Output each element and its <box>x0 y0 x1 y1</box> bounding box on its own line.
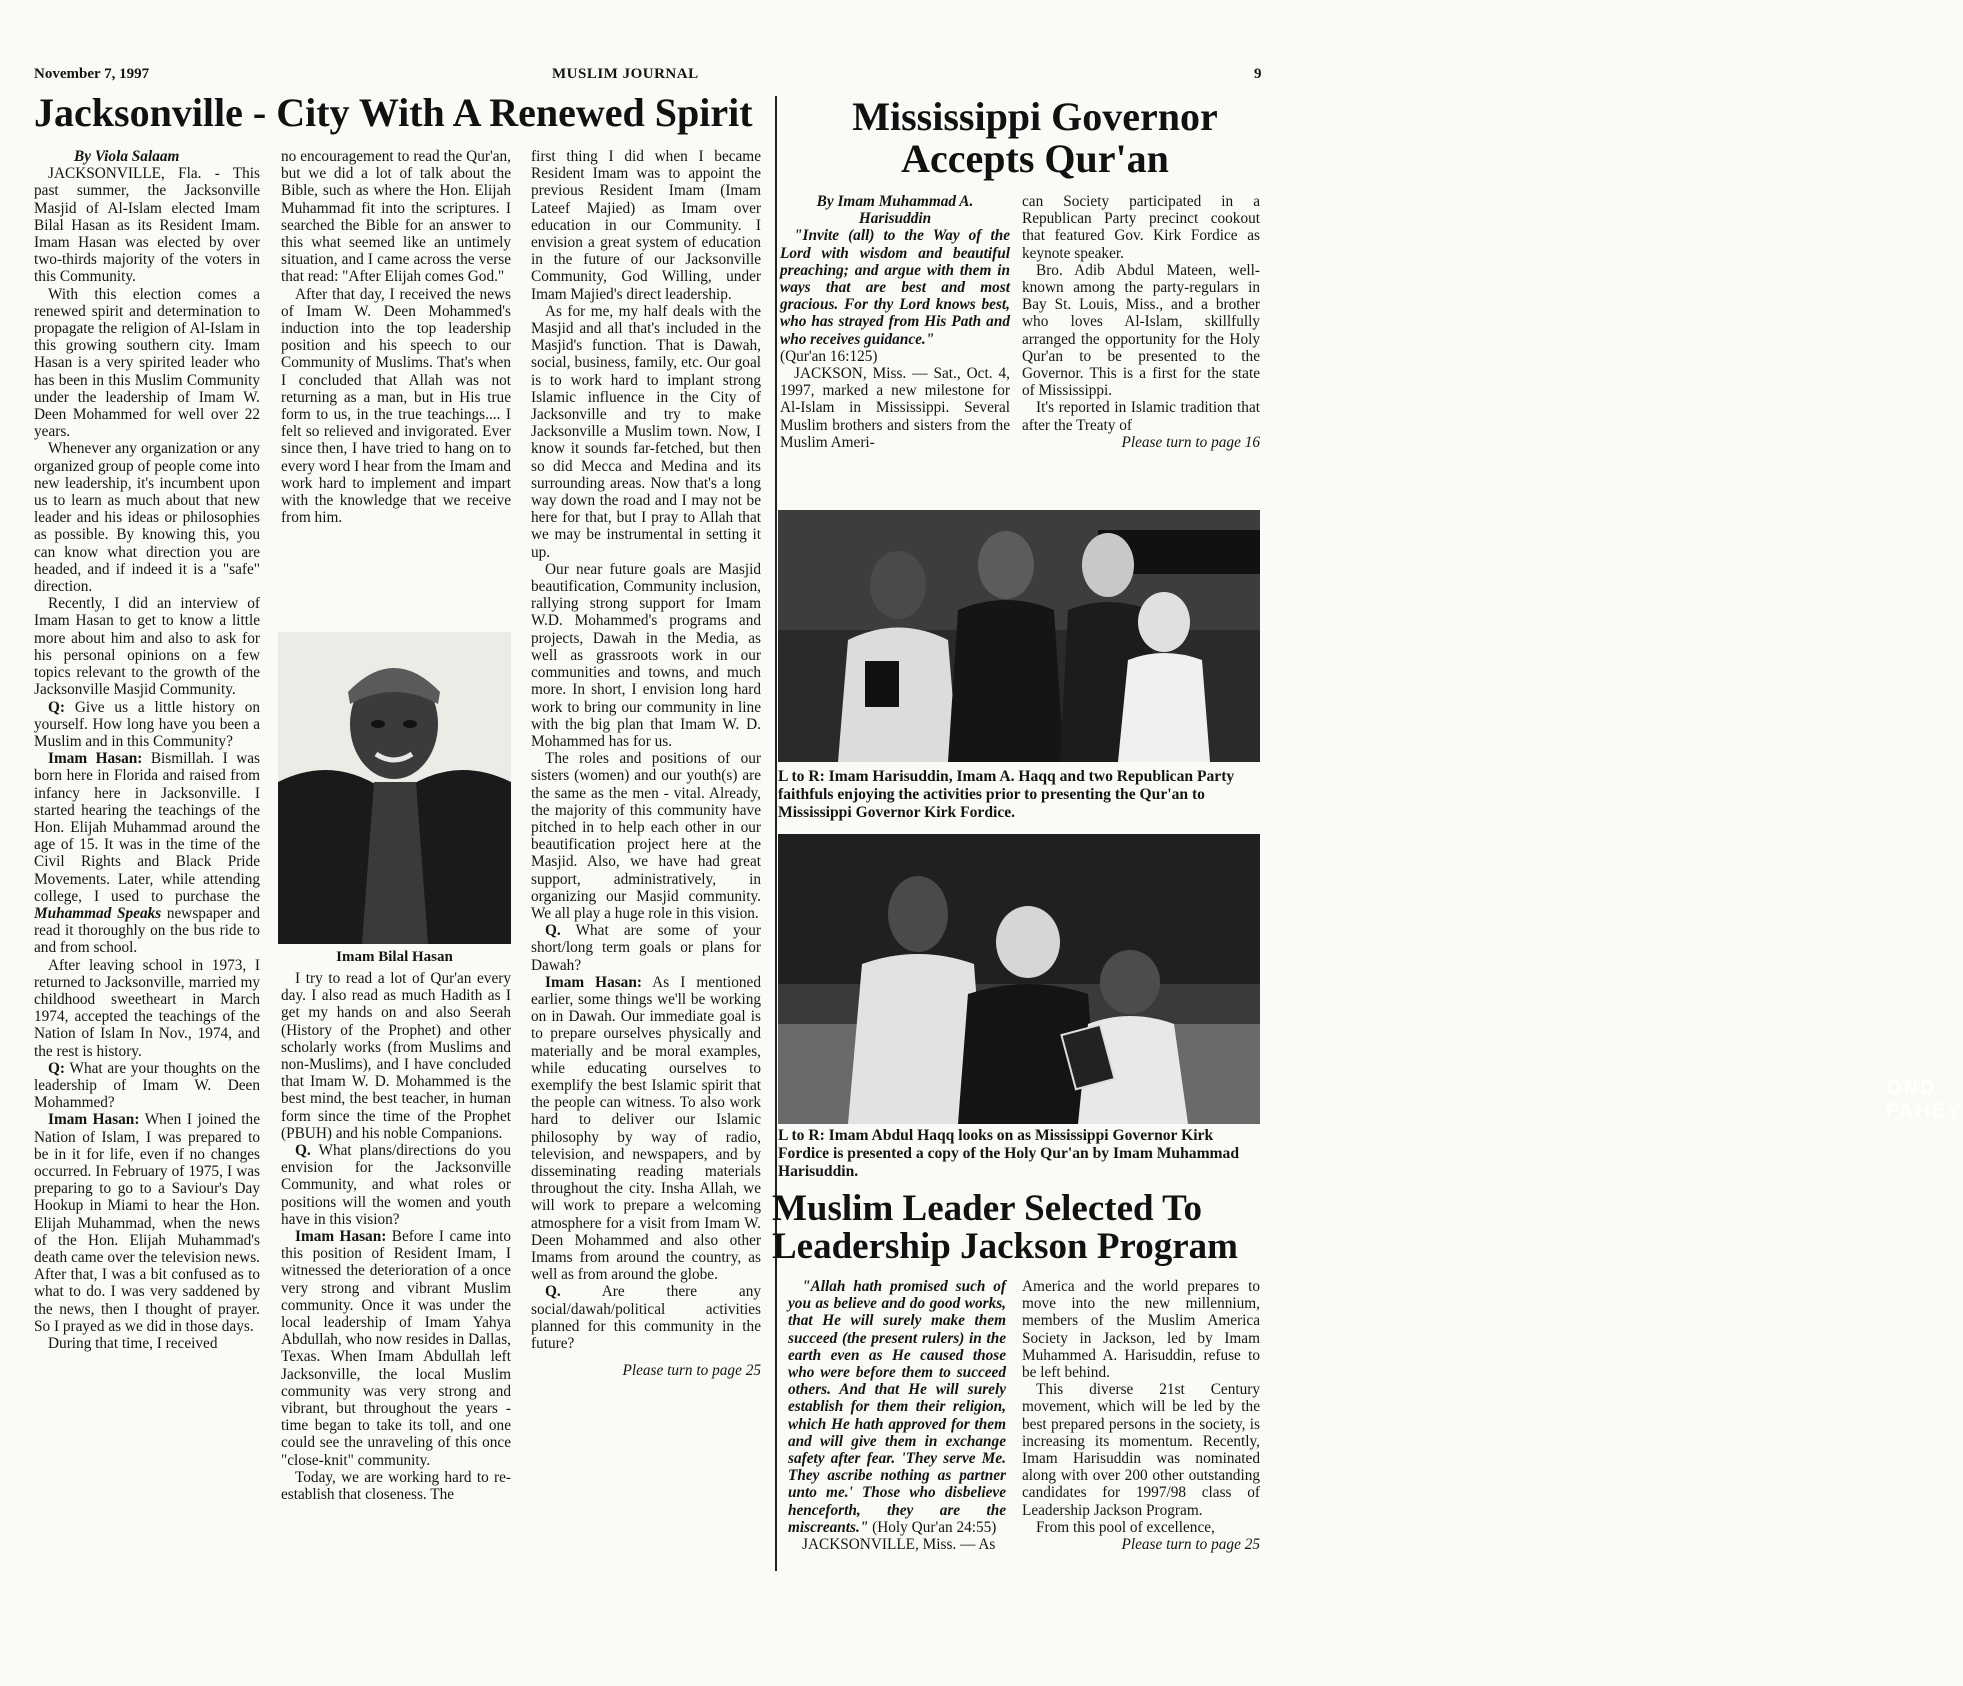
right-article-headline: Mississippi Governor Accepts Qur'an <box>852 94 1218 181</box>
quran-quote <box>788 1278 1006 1536</box>
bottom-article-column-2 <box>1022 1278 1260 1553</box>
answer-text: Bismillah. I was born here in Florida and raised from infancy here in Jacksonville. I started hearing the teachings of the Hon. Elijah Muhammad around the age of 15. It was in the time of the Civil Rights and Black Pride Movements. Later, while attending college, I used to purchase the <box>34 750 260 905</box>
question <box>34 1060 260 1112</box>
right-article-byline: By Imam Muhammad A. Harisuddin <box>816 193 974 228</box>
question-label: Q. <box>545 1283 561 1301</box>
page-number: 9 <box>1254 66 1262 82</box>
question-label: Q: <box>48 698 65 716</box>
photo-caption: Imam Bilal Hasan <box>336 949 453 965</box>
answer-text: Before I came into this position of Resident Imam, I witnessed the deterioration of a once very strong and vibrant Muslim community. Once it was under the local leadership of Imam Yahya Abdullah, who now resides in Dallas, Texas. When Imam Abdullah left Jacksonville, the local Muslim community was very strong and vibrant, but throughout the years - time began to take its toll, and one could see the unraveling of this once "close-knit" community. <box>281 1228 511 1469</box>
paragraph: I try to read a lot of Qur'an every day. I also read as much Hadith as I get my hands on and also Seerah (History of the Prophet) and other scholarly works (from Muslims and non-Muslims), and I have concluded that Imam W. D. Mohammed is the best mind, the best teacher, in human form since the time of the Prophet (PBUH) and his noble Companions. <box>281 970 511 1142</box>
answer <box>531 974 761 1284</box>
answer-label: Imam Hasan: <box>48 750 143 768</box>
right-article-column-1 <box>780 193 1010 451</box>
paragraph: Bro. Adib Abdul Mateen, well-known among the party-regulars in Bay St. Louis, Miss., and a brother who loves Al-Islam, skillfully arranged the opportunity for the Holy Qur'an to be presented to the Governor. This is a first for the state of Mississippi. <box>1022 261 1260 400</box>
publication-name: MUSLIM JOURNAL <box>552 66 699 82</box>
paragraph: After leaving school in 1973, I returned to Jacksonville, married my childhood sweetheart in March 1974, accepted the teachings of the Nation of Islam In Nov., 1974, and the rest is history. <box>34 956 260 1060</box>
question-text: What are some of your short/long term goals or plans for Dawah? <box>531 922 761 974</box>
question-label: Q. <box>295 1142 311 1160</box>
paragraph: During that time, I received <box>48 1335 218 1353</box>
question-text: Give us a little history on yourself. How long have you been a Muslim and in this Community? <box>34 698 260 750</box>
question-text: What are your thoughts on the leadership of Imam W. Deen Mohammed? <box>34 1059 260 1112</box>
question <box>531 922 761 974</box>
paragraph: The roles and positions of our sisters (women) and our youth(s) are the same as the men - vital. Already, the majority of this community have pitched in to help each other in our beautification project here at the Masjid. Also, we have had great support, administratively, in organizing our Masjid community. We all play a huge role in this vision. <box>531 750 761 922</box>
imam-bilal-hasan-photo <box>278 632 511 944</box>
quran-quote: "Invite (all) to the Way of the Lord with wisdom and beautiful preaching; and argue with them in ways that are best and most gracious. For thy Lord knows best, who has strayed from His Path and who receives guidance." <box>780 227 1010 348</box>
photo-caption: L to R: Imam Harisuddin, Imam A. Haqq and two Republican Party faithfuls enjoying the activities prior to presenting the Qur'an to Mississippi Governor Kirk Fordice. <box>778 768 1235 821</box>
question-text: What plans/directions do you envision for the Jacksonville Community, and what roles or positions will the women and youth have in this vision? <box>281 1142 511 1228</box>
answer-text: newspaper and read it thoroughly on the bus ride to and from school. <box>34 904 260 957</box>
paragraph: Today, we are working hard to re-establish that closeness. The <box>281 1468 511 1504</box>
quote-text: "Allah hath promised such of you as believe and do good works, that He will surely make them succeed (the present rulers) in the earth even as He caused those who were before them to succeed others. And that He will surely establish for them their religion, which He hath approved for them and will give them in exchange safety after fear. 'They serve Me. They ascribe nothing as partner unto me.' Those who disbelieve henceforth, they are the miscreants." <box>788 1278 1006 1536</box>
paragraph: From this pool of excellence, <box>1036 1518 1215 1536</box>
group-photo-image <box>778 510 1260 762</box>
left-article-column-1 <box>34 148 260 1352</box>
answer-text: When I joined the Nation of Islam, I was prepared to be in it for life, even if no changes occurred. In February of 1975, I was preparing to go to a Saviour's Day Hookup in Miami to hear the Hon. Elijah Muhammad, when the news of the Hon. Elijah Muhammad's death came over the television news. After that, I was a bit confused as to what to do. I was very saddened by the news, then I thought of prayer. So I prayed as we did in those days. <box>34 1111 260 1335</box>
answer-label: Imam Hasan: <box>48 1111 140 1129</box>
continued-line: Please turn to page 16 <box>1121 433 1260 451</box>
paragraph: no encouragement to read the Qur'an, but we did a lot of talk about the Bible, such as where the Hon. Elijah Muhammad fit into the scriptures. I searched the Bible for an answer to this what seemed like an untimely situation, and I came across the verse that read: "After Elijah comes God." <box>281 148 511 286</box>
left-article-byline: By Viola Salaam <box>74 148 180 165</box>
quote-reference: (Qur'an 16:125) <box>780 347 878 365</box>
paragraph: This diverse 21st Century movement, which will be led by the best prepared persons in the society, is increasing its momentum. Recently, Imam Harisuddin was nominated along with over 200 other outstanding candidates for 1997/98 class of Leadership Jackson Program. <box>1022 1381 1260 1519</box>
answer-label: Imam Hasan: <box>545 973 642 991</box>
paragraph: America and the world prepares to move into the new millennium, members of the Muslim America Society in Jackson, led by Imam Muhammed A. Harisuddin, refuse to be left behind. <box>1022 1278 1260 1382</box>
paragraph: JACKSON, Miss. — Sat., Oct. 4, 1997, marked a new milestone for Al-Islam in Mississippi. Several Muslim brothers and sisters from the Muslim Ameri- <box>780 365 1010 451</box>
left-article-headline: Jacksonville - City With A Renewed Spirit <box>34 90 753 135</box>
bottom-article-headline: Muslim Leader Selected To Leadership Jackson Program <box>772 1188 1238 1268</box>
paragraph: JACKSONVILLE, Fla. - This past summer, the Jacksonville Masjid of Al-Islam elected Imam Bilal Hasan as its Resident Imam. Imam Hasan was elected by over two-thirds majority of the voters in this Community. <box>34 165 260 286</box>
left-article-column-3 <box>531 148 761 1379</box>
paragraph: first thing I did when I became Resident Imam was to appoint the previous Resident Imam (Imam Lateef Majied) as Imam over education in our Community. I envision a great system of education in the future of our Jacksonville Community, God Willing, under Imam Majied's direct leadership. <box>531 148 761 303</box>
newspaper-title: Muhammad Speaks <box>34 904 162 922</box>
paragraph: As for me, my half deals with the Masjid and all that's included in the Masjid's function. That is Dawah, social, business, family, etc. Our goal is to work hard to implant strong Islamic influence in the City of Jacksonville and try to make Jacksonville a Muslim town. Now, I know it sounds far-fetched, but then so did Mecca and Medina and its surrounding areas. Now that's a long way down the road and I may not be here for that, but I pray to Allah that we may be instrumental in setting it up. <box>531 302 761 561</box>
answer <box>34 1111 260 1335</box>
question-label: Q: <box>48 1059 65 1077</box>
paragraph: Our near future goals are Masjid beautification, Community inclusion, rallying strong support for Imam W.D. Mohammed's programs and projects, Dawah in the Media, as well as grassroots work in our communities and towns, and much more. In short, I envision long hard work to bring our community in line with the big plan that Imam W. D. Mohammed has for us. <box>531 560 761 750</box>
portrait-image <box>278 632 511 944</box>
column-divider <box>775 96 777 1571</box>
right-article-column-2 <box>1022 193 1260 451</box>
answer <box>281 1228 511 1469</box>
issue-date: November 7, 1997 <box>34 66 150 82</box>
question <box>531 1283 761 1352</box>
dateline: JACKSONVILLE, Miss. — As <box>802 1536 996 1554</box>
photo-caption: L to R: Imam Abdul Haqq looks on as Mississippi Governor Kirk Fordice is presented a copy of the Holy Qur'an by Imam Muhammad Harisuddin. <box>778 1127 1240 1180</box>
question-text: Are there any social/dawah/political activities planned for this community in the future? <box>531 1283 761 1353</box>
paragraph: Whenever any organization or any organized group of people come into new leadership, it's incumbent upon us to learn as much about that new leader and his ideas or philosophies as possible. By knowing this, you can know what direction you are headed, and if indeed it is a "safe" direction. <box>34 440 260 596</box>
left-article-column-2 <box>281 148 511 526</box>
paragraph: Recently, I did an interview of Imam Hasan to get to know a little more about him and also to ask for his personal opinions on a few topics relevant to the growth of the Jacksonville Masjid Community. <box>34 595 260 699</box>
paragraph: After that day, I received the news of Imam W. Deen Mohammed's induction into the top leadership position and his speech to our Community of Muslims. That's when I concluded that Allah was not returning as a man, but in His true form to us, in the true teachings.... I felt so relieved and invigorated. Ever since then, I have tried to hang on to every word I hear from the Imam and work hard to implement and impart with the knowledge that we receive from him. <box>281 285 511 527</box>
question <box>281 1142 511 1228</box>
quote-reference: (Holy Qur'an 24:55) <box>872 1518 997 1536</box>
background-sign: OND FAHEY <box>1886 1077 1963 1122</box>
continued-line: Please turn to page 25 <box>622 1362 761 1380</box>
left-article-column-2-continued <box>281 970 511 1503</box>
paragraph: It's reported in Islamic tradition that after the Treaty of <box>1022 399 1260 434</box>
question-label: Q. <box>545 922 561 940</box>
governor-presentation-photo <box>778 834 1260 1124</box>
paragraph: With this election comes a renewed spirit and determination to propagate the religion of Al-Islam in this growing southern city. Imam Hasan is a very spirited leader who has been in this Muslim Community under the leadership of Imam W. Deen Mohammed for well over 22 years. <box>34 285 260 441</box>
question <box>34 699 260 751</box>
continued-line: Please turn to page 25 <box>1121 1536 1260 1554</box>
paragraph: can Society participated in a Republican Party precinct cookout that featured Gov. Kirk Fordice as keynote speaker. <box>1022 193 1260 262</box>
answer <box>34 750 260 956</box>
presentation-photo-image <box>778 834 1260 1124</box>
answer-label: Imam Hasan: <box>295 1228 387 1246</box>
bottom-article-column-1 <box>788 1278 1006 1553</box>
answer-text: As I mentioned earlier, some things we'll be working on in Dawah. Our immediate goal is to prepare ourselves physically and materially and be moral examples, while educating ourselves to exemplify the best Islamic spirit that the people can witness. To also work hard to deliver our Islamic philosophy by way of radio, television, and newspapers, and by disseminating reading materials throughout the city. Insha Allah, we will work to prepare a welcoming atmosphere for a visit from Imam W. Deen Mohammed and also other Imams from around the country, as well as from around the globe. <box>531 973 761 1284</box>
